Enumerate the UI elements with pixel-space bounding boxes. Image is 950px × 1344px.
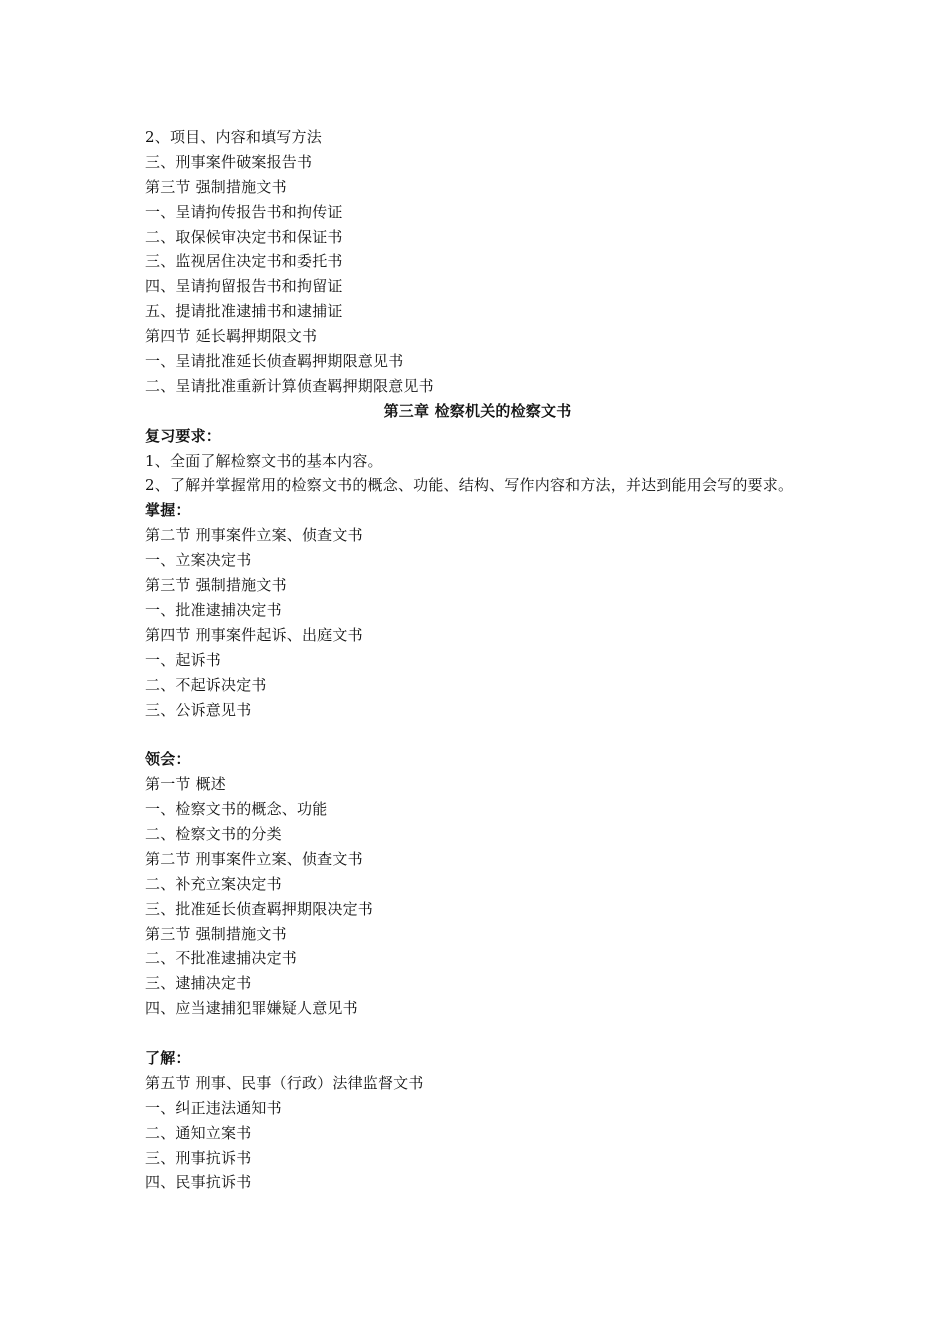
understand-line: 三、刑事抗诉书 — [145, 1148, 252, 1167]
outline-line: 第三节 强制措施文书 — [145, 177, 287, 196]
understand-heading: 了解： — [145, 1048, 191, 1067]
understand-line: 四、民事抗诉书 — [145, 1173, 252, 1192]
master-line: 二、不起诉决定书 — [145, 675, 267, 694]
review-heading: 复习要求： — [145, 426, 222, 445]
master-line: 一、批准逮捕决定书 — [145, 600, 282, 619]
outline-line: 三、监视居住决定书和委托书 — [145, 252, 343, 271]
outline-line: 一、呈请批准延长侦查羁押期限意见书 — [145, 352, 404, 371]
outline-line: 二、呈请批准重新计算侦查羁押期限意见书 — [145, 376, 434, 395]
top-outline — [145, 125, 810, 399]
outline-line: 三、刑事案件破案报告书 — [145, 152, 313, 171]
outline-line: 五、提请批准逮捕书和逮捕证 — [145, 302, 343, 321]
master-heading: 掌握： — [145, 501, 191, 520]
master-line: 一、立案决定书 — [145, 551, 252, 570]
outline-line: 四、呈请拘留报告书和拘留证 — [145, 277, 343, 296]
comprehend-line: 三、逮捕决定书 — [145, 974, 252, 993]
review-item: 2、了解并掌握常用的检察文书的概念、功能、结构、写作内容和方法，并达到能用会写的要求。 — [145, 476, 794, 495]
comprehend-line: 第一节 概述 — [145, 775, 226, 794]
master-line: 第三节 强制措施文书 — [145, 576, 287, 595]
spacer — [145, 722, 810, 747]
understand-section — [145, 1046, 810, 1195]
understand-line: 一、纠正违法通知书 — [145, 1098, 282, 1117]
spacer — [145, 1021, 810, 1046]
comprehend-line: 第二节 刑事案件立案、侦查文书 — [145, 849, 363, 868]
outline-line: 二、取保候审决定书和保证书 — [145, 227, 343, 246]
comprehend-section — [145, 747, 810, 1021]
comprehend-line: 第三节 强制措施文书 — [145, 924, 287, 943]
review-section — [145, 424, 810, 499]
master-line: 三、公诉意见书 — [145, 700, 252, 719]
master-section — [145, 498, 810, 722]
comprehend-line: 三、批准延长侦查羁押期限决定书 — [145, 899, 374, 918]
comprehend-line: 四、应当逮捕犯罪嫌疑人意见书 — [145, 999, 358, 1018]
comprehend-line: 二、不批准逮捕决定书 — [145, 949, 298, 968]
outline-line: 2、项目、内容和填写方法 — [145, 128, 322, 146]
outline-line: 一、呈请拘传报告书和拘传证 — [145, 202, 343, 221]
chapter-title: 第三章 检察机关的检察文书 — [383, 401, 572, 420]
understand-line: 第五节 刑事、民事（行政）法律监督文书 — [145, 1073, 424, 1092]
comprehend-heading: 领会： — [145, 750, 191, 769]
comprehend-line: 二、检察文书的分类 — [145, 824, 282, 843]
comprehend-line: 二、补充立案决定书 — [145, 874, 282, 893]
master-line: 第二节 刑事案件立案、侦查文书 — [145, 526, 363, 545]
comprehend-line: 一、检察文书的概念、功能 — [145, 800, 328, 819]
master-line: 一、起诉书 — [145, 650, 222, 669]
document-page — [145, 125, 810, 1195]
understand-line: 二、通知立案书 — [145, 1123, 252, 1142]
master-line: 第四节 刑事案件起诉、出庭文书 — [145, 625, 363, 644]
outline-line: 第四节 延长羁押期限文书 — [145, 327, 318, 346]
review-item: 1、全面了解检察文书的基本内容。 — [145, 451, 383, 470]
